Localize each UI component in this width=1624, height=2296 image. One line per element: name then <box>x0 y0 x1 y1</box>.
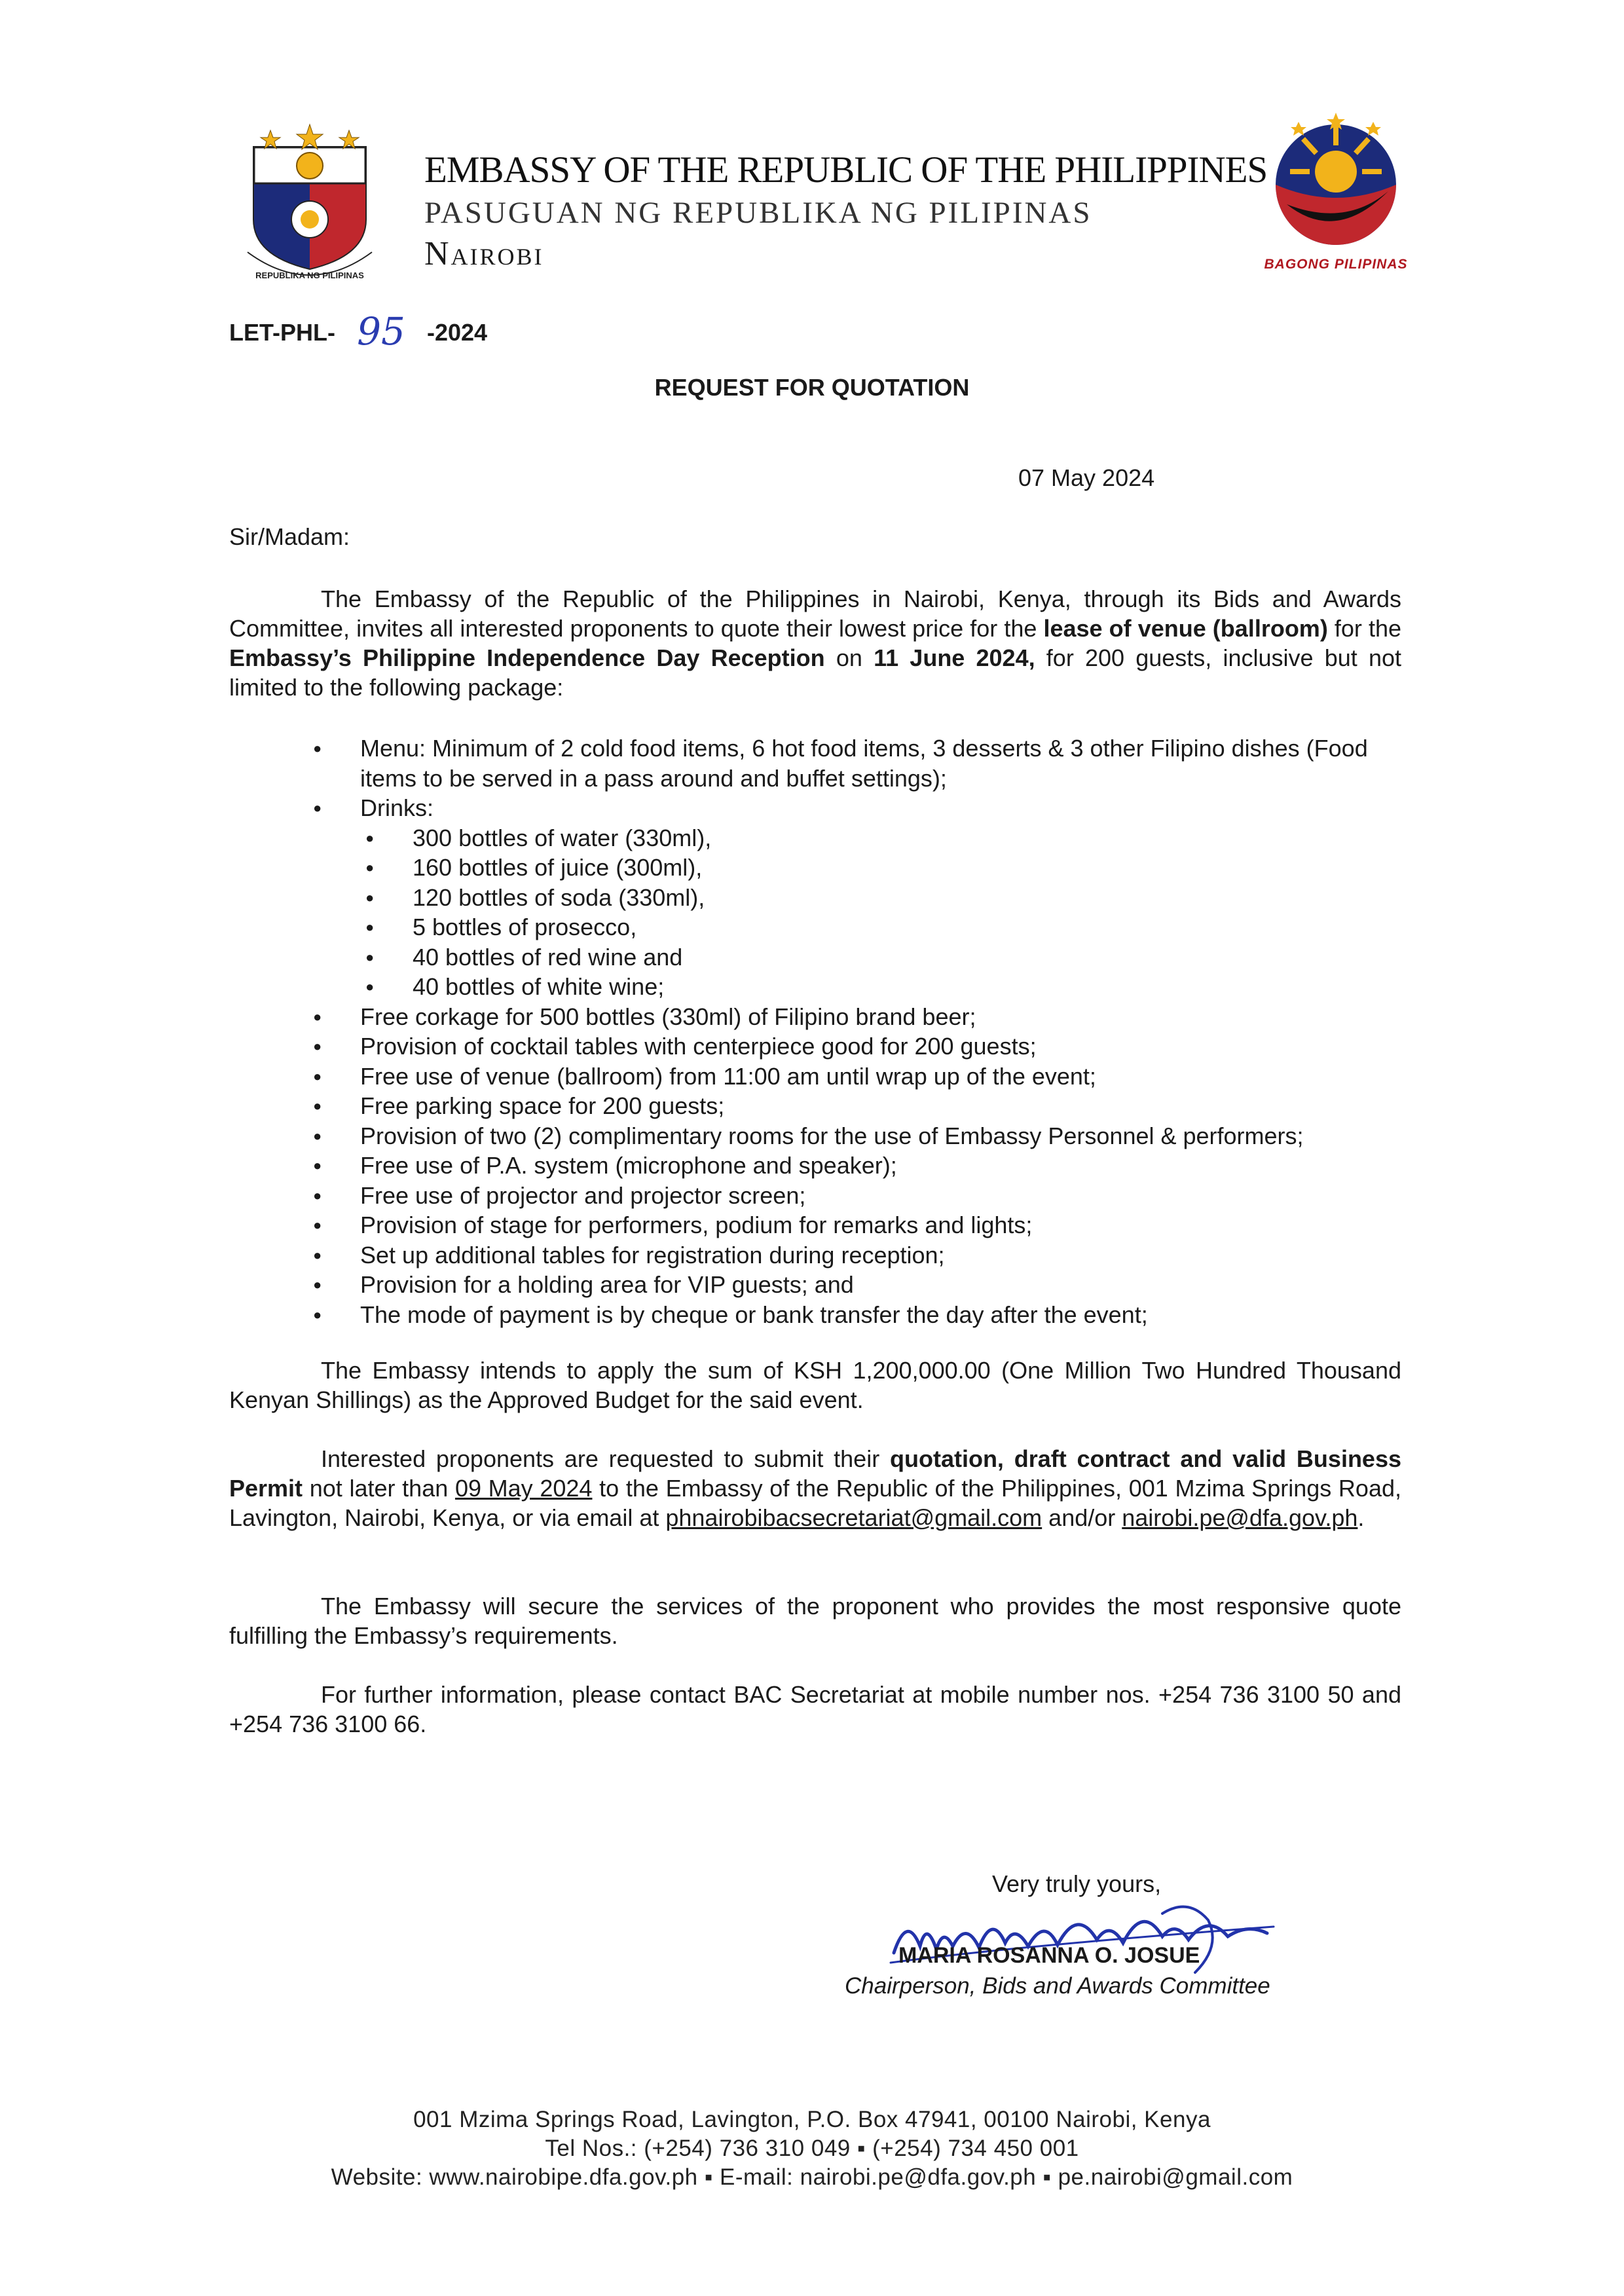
bac-email-link[interactable]: phnairobibacsecretariat@gmail.com <box>665 1504 1043 1531</box>
list-item-menu: ● Menu: Minimum of 2 cold food items, 6 hot food items, 3 desserts & 3 other Filipino dishes (Food items to be served in a pass around and buffet settings); <box>313 733 1426 793</box>
submission-text-3: to the Embassy of the Republic of the Philippines, 001 Mzima Springs Road, Lavington, Nairobi, Kenya, or via email at <box>229 1475 1401 1531</box>
embassy-email-link[interactable]: nairobi.pe@dfa.gov.ph <box>1122 1504 1358 1531</box>
list-item: ● Free parking space for 200 guests; <box>313 1091 1426 1121</box>
intro-bold-date: 11 June 2024, <box>874 644 1035 671</box>
list-item: ● The mode of payment is by cheque or bank transfer the day after the event; <box>313 1300 1426 1330</box>
reference-number <box>229 309 488 354</box>
reference-prefix: LET-PHL- <box>229 319 335 346</box>
salutation: Sir/Madam: <box>229 523 350 550</box>
list-item: ● Free corkage for 500 bottles (330ml) of Filipino brand beer; <box>313 1002 1426 1032</box>
submission-text-2: not later than <box>303 1475 455 1502</box>
drink-item: ● 120 bottles of soda (330ml), <box>360 883 1426 913</box>
intro-bold-event: Embassy’s Philippine Independence Day Reception <box>229 644 825 671</box>
footer-telephone: Tel Nos.: (+254) 736 310 049 ▪ (+254) 734 450 001 <box>545 2136 1079 2161</box>
footer-web: Website: www.nairobipe.dfa.gov.ph ▪ E-mail: nairobi.pe@dfa.gov.ph ▪ pe.nairobi@gmail.com <box>331 2164 1293 2190</box>
list-item-drinks <box>313 793 1426 1002</box>
footer-address: 001 Mzima Springs Road, Lavington, P.O. Box 47941, 00100 Nairobi, Kenya <box>413 2107 1211 2132</box>
intro-text-4: for 200 guests, inclusive but not limited to the following package: <box>229 644 1402 701</box>
footer <box>0 2105 1624 2192</box>
submission-deadline: 09 May 2024 <box>454 1475 593 1502</box>
signer-name: MARIA ROSANNA O. JOSUE <box>898 1943 1200 1968</box>
list-item: ● Free use of projector and projector screen; <box>313 1181 1426 1211</box>
svg-text:REPUBLIKA NG PILIPINAS: REPUBLIKA NG PILIPINAS <box>255 270 364 280</box>
list-item: ● Provision of cocktail tables with centerpiece good for 200 guests; <box>313 1031 1426 1062</box>
drink-item: ● 40 bottles of red wine and <box>360 942 1426 972</box>
list-item: ● Free use of P.A. system (microphone and speaker); <box>313 1151 1426 1181</box>
intro-paragraph <box>229 584 1401 702</box>
intro-text-2: for the <box>1327 615 1402 642</box>
valediction: Very truly yours, <box>992 1870 1162 1897</box>
submission-text-4: and/or <box>1042 1504 1122 1531</box>
submission-paragraph <box>229 1444 1401 1532</box>
drinks-label: Drinks: <box>360 794 434 821</box>
package-list <box>313 733 1426 1329</box>
list-item: ● Provision of two (2) complimentary rooms for the use of Embassy Personnel & performers; <box>313 1121 1426 1151</box>
intro-text-1: The Embassy of the Republic of the Philippines in Nairobi, Kenya, through its Bids and Awards Committee, invites all interested proponents to quote their lowest price for the <box>229 585 1401 642</box>
drink-item: ● 160 bottles of juice (300ml), <box>360 853 1426 883</box>
drink-item: ● 300 bottles of water (330ml), <box>360 823 1426 853</box>
award-paragraph: The Embassy will secure the services of the proponent who provides the most responsive quote fulfilling the Embassy’s requirements. <box>229 1593 1401 1649</box>
drink-item: ● 40 bottles of white wine; <box>360 972 1426 1002</box>
list-item: ● Free use of venue (ballroom) from 11:00 am until wrap up of the event; <box>313 1062 1426 1092</box>
list-item: ● Set up additional tables for registration during reception; <box>313 1240 1426 1270</box>
contact-paragraph: For further information, please contact BAC Secretariat at mobile number nos. +254 736 3100 50 and +254 736 3100 66. <box>229 1681 1401 1737</box>
philippine-seal-logo <box>241 121 378 285</box>
embassy-name: EMBASSY OF THE REPUBLIC OF THE PHILIPPINES <box>424 149 1268 191</box>
list-item: ● Provision of stage for performers, podium for remarks and lights; <box>313 1210 1426 1240</box>
intro-text-3: on <box>824 644 874 671</box>
submission-bold-docs: quotation, draft contract and valid Business Permit <box>229 1445 1401 1502</box>
submission-text-5: . <box>1357 1504 1365 1531</box>
list-item: ● Provision for a holding area for VIP guests; and <box>313 1270 1426 1300</box>
budget-paragraph: The Embassy intends to apply the sum of KSH 1,200,000.00 (One Million Two Hundred Thousand Kenyan Shillings) as the Approved Budget for the said event. <box>229 1357 1401 1413</box>
bagong-pilipinas-logo <box>1247 113 1424 276</box>
drink-item: ● 5 bottles of prosecco, <box>360 912 1426 942</box>
intro-bold-venue: lease of venue (ballroom) <box>1043 615 1328 642</box>
document-title: REQUEST FOR QUOTATION <box>654 374 970 401</box>
signer-title: Chairperson, Bids and Awards Committee <box>845 1973 1270 1999</box>
submission-text-1: Interested proponents are requested to submit their <box>321 1445 890 1472</box>
drinks-sublist <box>360 823 1426 1002</box>
letter-date: 07 May 2024 <box>1018 464 1155 491</box>
reference-handwritten-number: 95 <box>357 309 405 354</box>
reference-suffix: -2024 <box>426 319 488 346</box>
bagong-pilipinas-text <box>1251 257 1421 272</box>
embassy-name-tagalog: PASUGUAN NG REPUBLIKA NG PILIPINAS <box>424 196 1092 230</box>
bagong-pilipinas-label: BAGONG PILIPINAS <box>1264 257 1408 272</box>
embassy-city: Nairobi <box>424 235 544 272</box>
